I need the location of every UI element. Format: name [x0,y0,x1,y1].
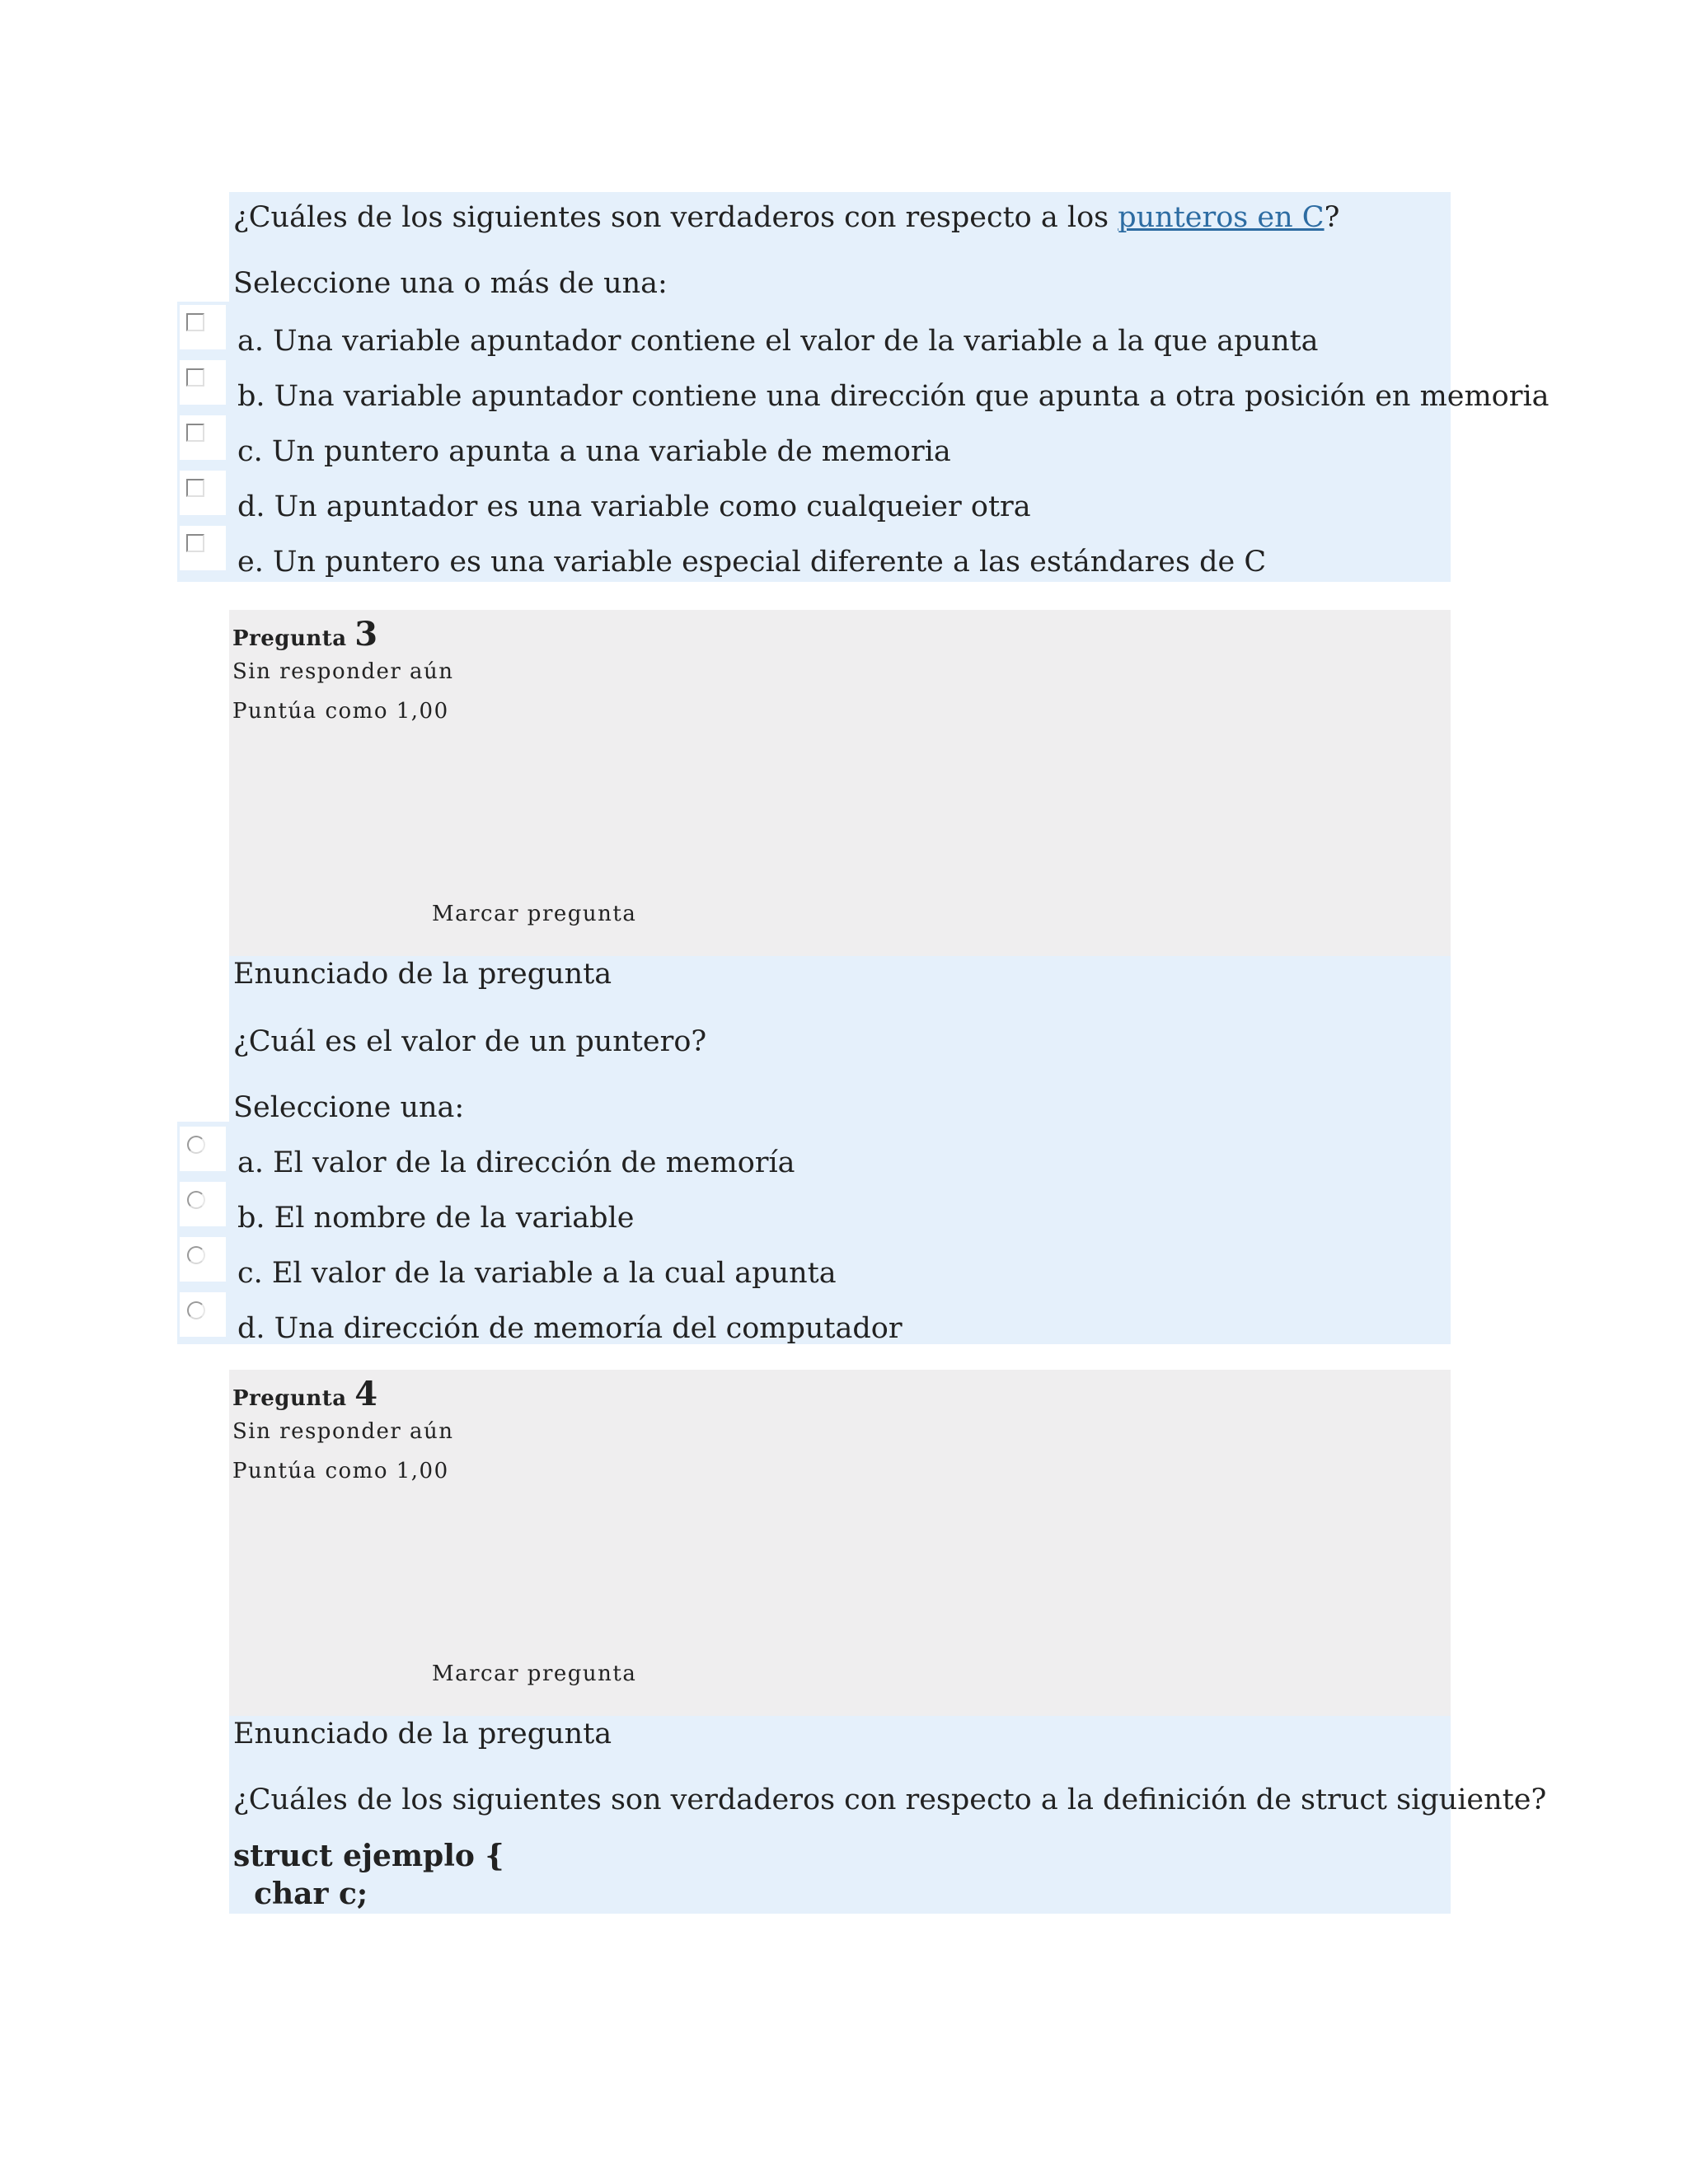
q2-option-b-label[interactable]: b. Una variable apuntador contiene una dirección que apunta a otra posición en memoria [237,380,1550,413]
radio-icon[interactable] [187,1136,205,1154]
q2-option-d-box [180,471,226,515]
q4-number-label [232,1375,378,1413]
q4-code-line-1: struct ejemplo { [233,1839,504,1873]
q4-number: 4 [354,1375,378,1413]
q2-option-e-label[interactable]: e. Un puntero es una variable especial diferente a las estándares de C [237,546,1267,579]
checkbox-icon[interactable] [186,479,204,497]
q4-question-text: ¿Cuáles de los siguientes son verdaderos con respecto a la definición de struct siguiente? [233,1783,1547,1816]
q3-heading: Enunciado de la pregunta [233,958,612,991]
q2-option-a-label[interactable]: a. Una variable apuntador contiene el valor de la variable a la que apunta [237,325,1319,358]
radio-icon[interactable] [187,1246,205,1264]
q4-info-panel [229,1370,1451,1716]
q3-option-b-label[interactable]: b. El nombre de la variable [237,1202,635,1235]
q2-question-prefix: ¿Cuáles de los siguientes son verdaderos con respecto a los [233,201,1118,234]
q2-option-e-box [180,526,226,570]
q3-number-label [232,615,378,654]
q4-flag-question[interactable]: Marcar pregunta [432,1661,637,1686]
q4-status: Sin responder aún [232,1419,454,1444]
q2-option-d-label[interactable]: d. Un apuntador es una variable como cualqueier otra [237,490,1031,523]
q3-label-text: Pregunta [232,626,347,651]
q3-option-c-box [180,1237,226,1282]
q3-info-panel [229,610,1451,956]
radio-icon[interactable] [187,1301,205,1319]
q3-option-c-label[interactable]: c. El valor de la variable a la cual apunta [237,1257,837,1290]
q2-option-c-label[interactable]: c. Un puntero apunta a una variable de memoria [237,435,951,468]
q4-body [229,1716,1547,1914]
q2-option-b-box [180,360,226,405]
punteros-link[interactable]: punteros en C [1118,201,1325,234]
checkbox-icon[interactable] [186,424,204,442]
q2-question-suffix: ? [1324,201,1340,234]
q3-score: Puntúa como 1,00 [232,699,449,724]
q3-option-a-label[interactable]: a. El valor de la dirección de memoría [237,1146,795,1179]
checkbox-icon[interactable] [186,313,204,331]
q3-option-d-box [180,1292,226,1337]
q2-question-text [233,199,1339,236]
q4-label-text: Pregunta [232,1386,347,1411]
q3-flag-question[interactable]: Marcar pregunta [432,902,637,926]
checkbox-icon[interactable] [186,534,204,552]
q3-question-text: ¿Cuál es el valor de un puntero? [233,1025,707,1058]
q3-number: 3 [354,615,378,654]
q2-option-c-box [180,415,226,460]
q4-code-line-2: char c; [233,1877,368,1911]
q3-instruction: Seleccione una: [233,1091,465,1124]
q3-option-a-box [180,1127,226,1171]
q3-option-d-label[interactable]: d. Una dirección de memoría del computador [237,1312,903,1345]
checkbox-icon[interactable] [186,368,204,387]
q4-heading: Enunciado de la pregunta [233,1718,612,1750]
radio-icon[interactable] [187,1191,205,1209]
q3-option-b-box [180,1182,226,1226]
q2-instruction: Seleccione una o más de una: [233,267,668,300]
q4-score: Puntúa como 1,00 [232,1459,449,1483]
q3-status: Sin responder aún [232,659,454,684]
q2-option-a-box [180,305,226,349]
